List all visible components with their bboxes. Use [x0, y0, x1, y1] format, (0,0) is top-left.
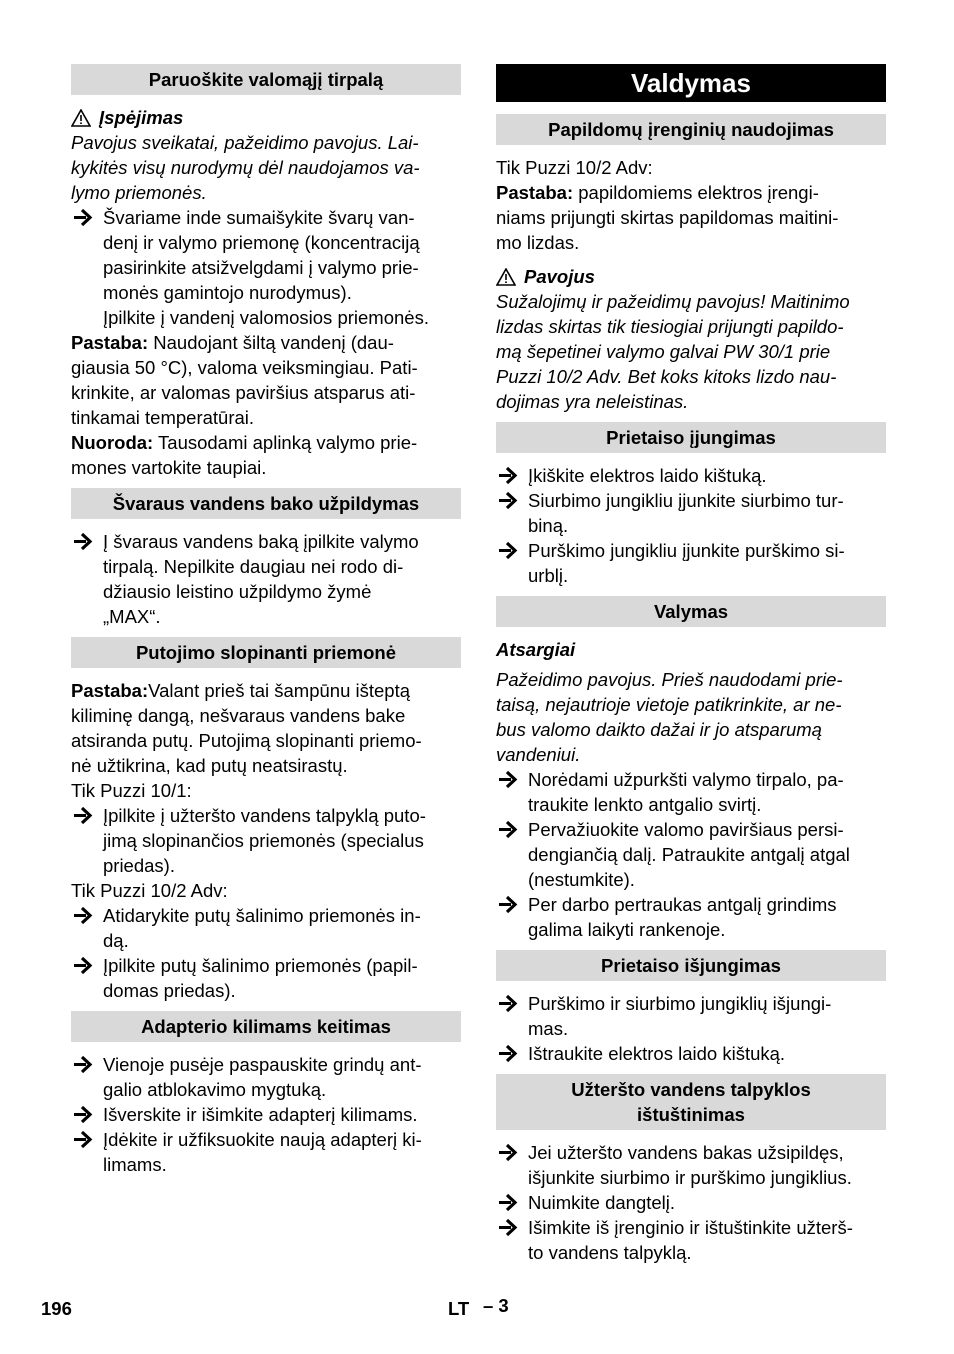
- arrow-right-icon: [71, 1102, 95, 1127]
- list-item: [496, 991, 886, 1041]
- text-line: dą.: [103, 930, 129, 951]
- text-line: pasirinkite atsižvelgdami į valymo prie-: [103, 257, 419, 278]
- section-heading-switch-on: Prietaiso įjungimas: [496, 422, 886, 453]
- text-line: Purškimo jungikliu įjunkite purškimo si-: [528, 540, 845, 561]
- text-line: krinkite, ar valomas paviršius atsparus ati-: [71, 382, 416, 403]
- model-label: Tik Puzzi 10/1:: [71, 780, 192, 801]
- list-item: [71, 1052, 461, 1102]
- arrow-right-icon: [496, 463, 520, 488]
- text-line: Nuimkite dangtelį.: [528, 1192, 676, 1213]
- text-line: ištuštinimas: [637, 1104, 745, 1125]
- text-line: Pavojus sveikatai, pažeidimo pavojus. Lai-: [71, 132, 419, 153]
- text-line: niams prijungti skirtas papildomas maitini-: [496, 207, 839, 228]
- text-line: Atidarykite putų šalinimo priemonės in-: [103, 905, 421, 926]
- text-line: Per darbo pertraukas antgalį grindims: [528, 894, 837, 915]
- text-line: Ištraukite elektros laido kištuką.: [528, 1043, 786, 1064]
- chapter-title: Valdymas: [496, 64, 886, 102]
- text-line: Purškimo ir siurbimo jungiklių išjungi-: [528, 993, 832, 1014]
- text-line: lizdas skirtas tik tiesiogiai prijungti papildo-: [496, 316, 844, 337]
- text-line: jimą slopinančios priemonės (specialus: [103, 830, 424, 851]
- caution-text: [496, 667, 886, 767]
- note-label: Pastaba:: [71, 680, 149, 701]
- model-label: Tik Puzzi 10/2 Adv:: [496, 157, 653, 178]
- text-line: traukite lenkto antgalio svirtį.: [528, 794, 762, 815]
- arrow-right-icon: [496, 817, 520, 842]
- list-item: [71, 529, 461, 629]
- sub-page-number: – 3: [483, 1295, 509, 1316]
- text-line: Užteršto vandens talpyklos: [571, 1079, 811, 1100]
- text-line: Sužalojimų ir pažeidimų pavojus! Maitinimo: [496, 291, 850, 312]
- text-line: bus valomo daikto dažai ir jo atsparumą: [496, 719, 822, 740]
- text-line: džiausio leistino užpildymo žymė: [103, 581, 372, 602]
- arrow-right-icon: [71, 1127, 95, 1152]
- text-line: domas priedas).: [103, 980, 236, 1001]
- text-line: Įpilkite į užteršto vandens talpyklą puto-: [103, 805, 426, 826]
- caution-heading: Atsargiai: [496, 639, 576, 660]
- model-label: Tik Puzzi 10/2 Adv:: [71, 880, 228, 901]
- text-line: Valant prieš tai šampūnu išteptą: [148, 680, 411, 701]
- text-line: giausia 50 °C), valoma veiksmingiau. Pati-: [71, 357, 418, 378]
- list-item: [496, 1041, 886, 1066]
- section-heading-cleaning: Valymas: [496, 596, 886, 627]
- arrow-right-icon: [71, 205, 95, 230]
- list-item: [71, 953, 461, 1003]
- text-line: to vandens talpyklą.: [528, 1242, 692, 1263]
- text-line: Išverskite ir išimkite adapterį kilimams.: [103, 1104, 418, 1125]
- warning-heading: [71, 105, 461, 130]
- list-item: [71, 1127, 461, 1177]
- text-line: dojimas yra neleistinas.: [496, 391, 689, 412]
- hint-paragraph: [71, 430, 461, 480]
- step-extra: Įpilkite į vandenį valomosios priemonės.: [103, 307, 429, 328]
- list-item: [496, 488, 886, 538]
- text-line: atsiranda putų. Putojimą slopinanti priemo-: [71, 730, 422, 751]
- list-item: [496, 538, 886, 588]
- arrow-right-icon: [71, 1052, 95, 1077]
- list-item: [496, 1140, 886, 1190]
- text-line: Išimkite iš įrenginio ir ištuštinkite užterš-: [528, 1217, 853, 1238]
- arrow-right-icon: [71, 903, 95, 928]
- text-line: vandeniui.: [496, 744, 581, 765]
- list-item: [496, 767, 886, 817]
- text-line: tirpalą. Nepilkite daugiau nei rodo di-: [103, 556, 404, 577]
- text-line: Į švaraus vandens baką įpilkite valymo: [103, 531, 419, 552]
- text-line: mo lizdas.: [496, 232, 580, 253]
- arrow-right-icon: [71, 953, 95, 978]
- text-line: monės gamintojo nurodymus).: [103, 282, 352, 303]
- text-line: tinkamai temperatūrai.: [71, 407, 255, 428]
- text-line: dengiančią dalį. Patraukite antgalį atgal: [528, 844, 850, 865]
- list-item: [496, 1215, 886, 1265]
- arrow-right-icon: [71, 803, 95, 828]
- arrow-right-icon: [496, 892, 520, 917]
- section-heading-fill-clean-tank: Švaraus vandens bako užpildymas: [71, 488, 461, 519]
- text-line: urblį.: [528, 565, 569, 586]
- text-line: galio atblokavimo mygtuką.: [103, 1079, 327, 1100]
- danger-label: Pavojus: [524, 266, 595, 287]
- arrow-right-icon: [496, 1190, 520, 1215]
- text-line: galima laikyti rankenoje.: [528, 919, 726, 940]
- section-heading-carpet-adapter: Adapterio kilimams keitimas: [71, 1011, 461, 1042]
- note-label: Pastaba:: [496, 182, 574, 203]
- section-heading-empty-dirty-tank: [496, 1074, 886, 1130]
- text-line: Siurbimo jungikliu įjunkite siurbimo tur-: [528, 490, 844, 511]
- arrow-right-icon: [496, 991, 520, 1016]
- section-heading-prepare-solution: Paruoškite valomąjį tirpalą: [71, 64, 461, 95]
- text-line: kiliminę dangą, nešvaraus vandens bake: [71, 705, 406, 726]
- text-line: papildomiems elektros įrengi-: [573, 182, 819, 203]
- note-label: Pastaba:: [71, 332, 149, 353]
- warning-triangle-icon: [71, 109, 91, 127]
- text-line: mones vartokite taupiai.: [71, 457, 267, 478]
- text-line: biną.: [528, 515, 569, 536]
- text-line: mas.: [528, 1018, 569, 1039]
- text-line: „MAX“.: [103, 606, 161, 627]
- list-item: [496, 892, 886, 942]
- text-line: Tausodami aplinką valymo prie-: [153, 432, 418, 453]
- text-line: Puzzi 10/2 Adv. Bet koks kitoks lizdo nau-: [496, 366, 837, 387]
- text-line: Norėdami užpurkšti valymo tirpalo, pa-: [528, 769, 844, 790]
- text-line: (nestumkite).: [528, 869, 635, 890]
- list-item: [496, 817, 886, 892]
- warning-text: [71, 130, 461, 205]
- arrow-right-icon: [496, 488, 520, 513]
- note-paragraph: [496, 180, 886, 255]
- arrow-right-icon: [496, 538, 520, 563]
- text-line: Jei užteršto vandens bakas užsipildęs,: [528, 1142, 844, 1163]
- text-line: išjunkite siurbimo ir purškimo jungiklius.: [528, 1167, 852, 1188]
- text-line: Švariame inde sumaišykite švarų van-: [103, 207, 415, 228]
- text-line: taisą, nejautrioje vietoje patikrinkite, ar ne-: [496, 694, 842, 715]
- danger-heading: [496, 264, 886, 289]
- list-item: [496, 463, 886, 488]
- language-code: LT: [448, 1298, 470, 1319]
- arrow-right-icon: [496, 1215, 520, 1240]
- text-line: kykitės visų nurodymų dėl naudojamos va-: [71, 157, 420, 178]
- text-line: Vienoje pusėje paspauskite grindų ant-: [103, 1054, 422, 1075]
- arrow-right-icon: [496, 1140, 520, 1165]
- text-line: Įkiškite elektros laido kištuką.: [528, 465, 767, 486]
- text-line: Naudojant šiltą vandenį (dau-: [148, 332, 394, 353]
- section-heading-accessories: Papildomų įrenginių naudojimas: [496, 114, 886, 145]
- hint-label: Nuoroda:: [71, 432, 154, 453]
- list-item: [71, 1102, 461, 1127]
- note-paragraph: [71, 330, 461, 430]
- text-line: Pažeidimo pavojus. Prieš naudodami prie-: [496, 669, 843, 690]
- text-line: Įdėkite ir užfiksuokite naują adapterį ki-: [103, 1129, 422, 1150]
- warning-triangle-icon: [496, 268, 516, 286]
- text-line: Pervažiuokite valomo paviršiaus persi-: [528, 819, 844, 840]
- text-line: lymo priemonės.: [71, 182, 207, 203]
- text-line: Įpilkite putų šalinimo priemonės (papil-: [103, 955, 418, 976]
- section-heading-switch-off: Prietaiso išjungimas: [496, 950, 886, 981]
- section-heading-defoamer: Putojimo slopinanti priemonė: [71, 637, 461, 668]
- right-column: [496, 64, 886, 1265]
- list-item: [71, 903, 461, 953]
- text-line: limams.: [103, 1154, 167, 1175]
- danger-text: [496, 289, 886, 414]
- list-item: [71, 205, 461, 305]
- arrow-right-icon: [496, 1041, 520, 1066]
- arrow-right-icon: [71, 529, 95, 554]
- warning-label: Įspėjimas: [99, 107, 184, 128]
- note-paragraph: [71, 678, 461, 778]
- text-line: denį ir valymo priemonę (koncentraciją: [103, 232, 420, 253]
- page-number: 196: [41, 1298, 72, 1319]
- arrow-right-icon: [496, 767, 520, 792]
- text-line: priedas).: [103, 855, 175, 876]
- list-item: [71, 803, 461, 878]
- left-column: [71, 64, 461, 1177]
- text-line: mą šepetinei valymo galvai PW 30/1 prie: [496, 341, 831, 362]
- list-item: [496, 1190, 886, 1215]
- text-line: nė užtikrina, kad putų neatsirastų.: [71, 755, 348, 776]
